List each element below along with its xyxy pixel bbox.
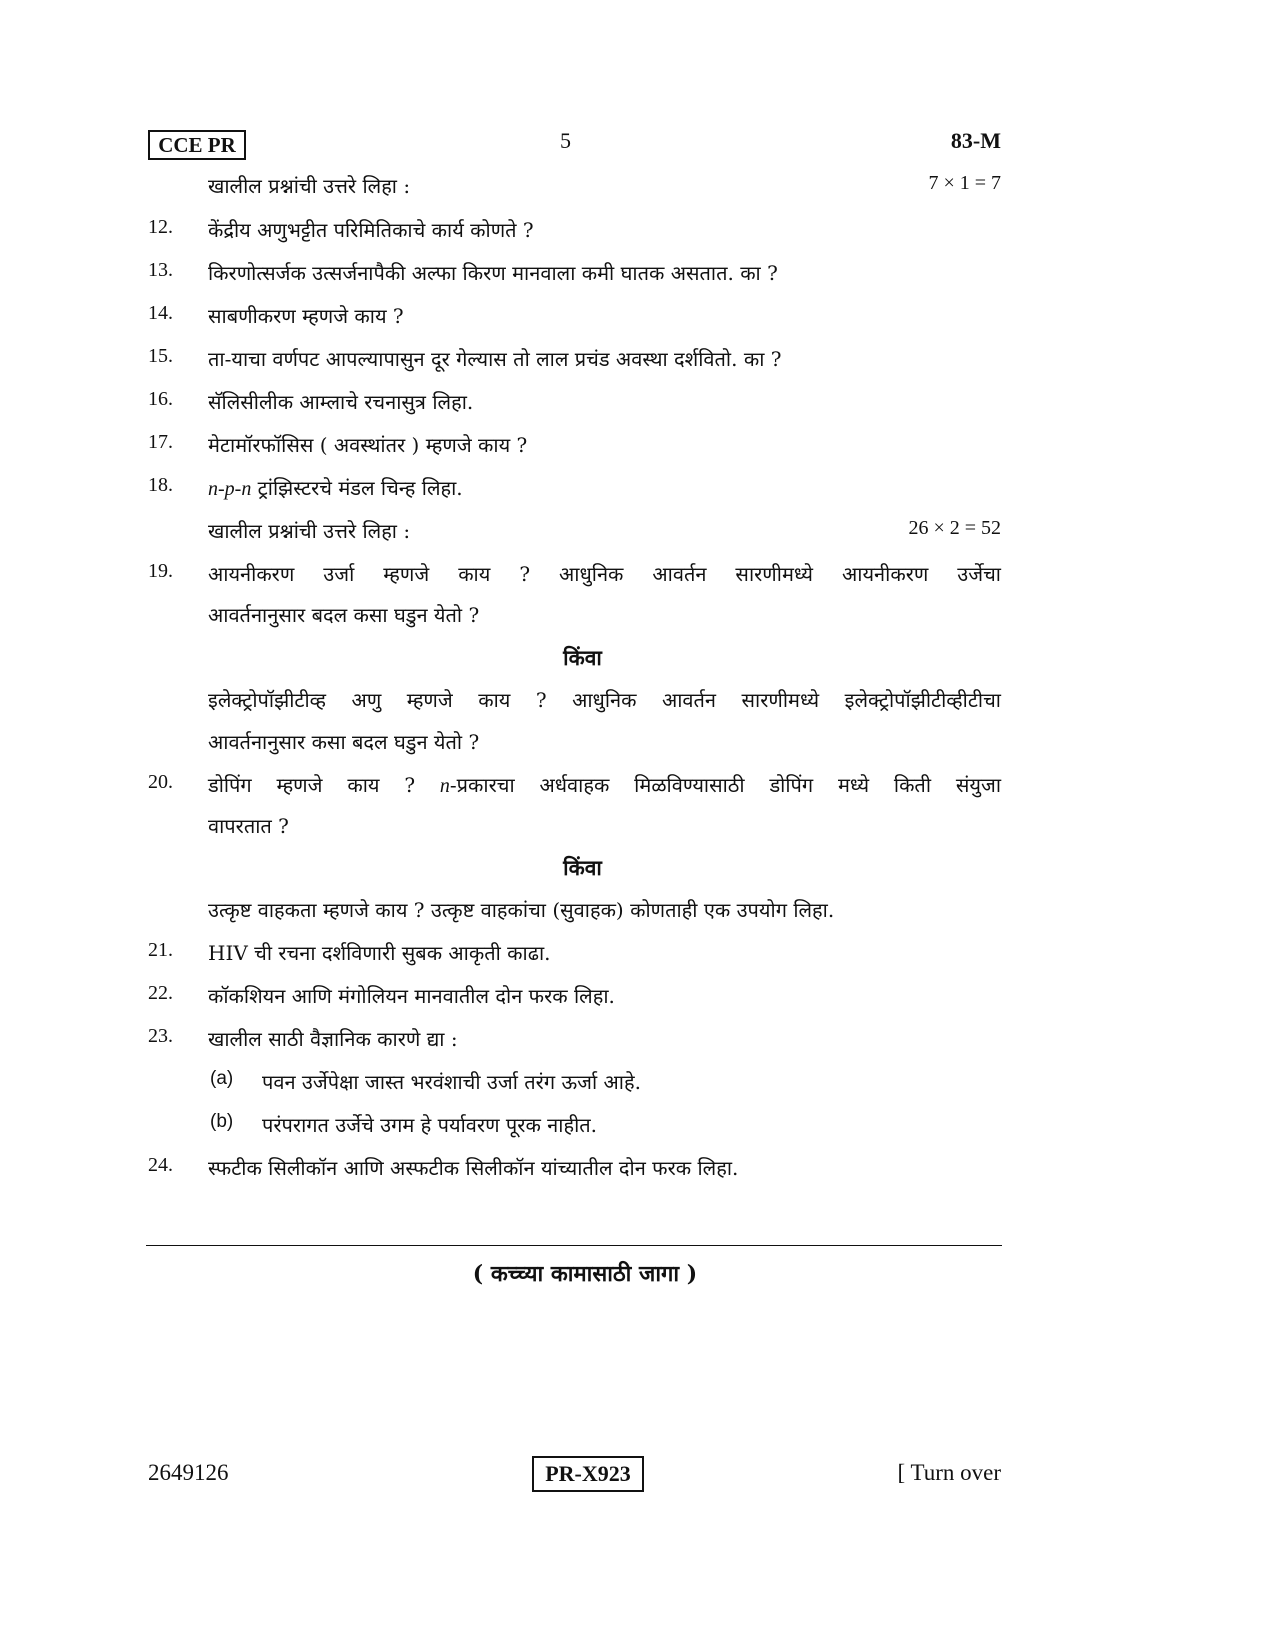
question-text: सॅलिसीलीक आम्लाचे रचनासुत्र लिहा. bbox=[208, 390, 474, 414]
question-20 bbox=[0, 771, 1275, 815]
footer-code-box bbox=[532, 1456, 644, 1492]
question-text: ता-याचा वर्णपट आपल्यापासुन दूर गेल्यास तो लाल प्रचंड अवस्था दर्शवितो. का ? bbox=[208, 347, 782, 371]
question-23-part-b bbox=[0, 1111, 1275, 1155]
question-text: आवर्तनानुसार बदल कसा घडुन येतो ? bbox=[208, 603, 480, 627]
paper-code: 83-M bbox=[950, 128, 1001, 153]
question-number: 24. bbox=[148, 1154, 173, 1176]
question-19-alt-line2 bbox=[0, 728, 1275, 772]
question-number: 16. bbox=[148, 388, 173, 410]
question-text: आयनीकरण उर्जा म्हणजे काय ? आधुनिक आवर्तन सारणीमध्ये आयनीकरण उर्जेचा bbox=[208, 562, 1001, 586]
question-number: 18. bbox=[148, 474, 173, 496]
question-text: उत्कृष्ट वाहकता म्हणजे काय ? उत्कृष्ट वाहकांचा (सुवाहक) कोणताही एक उपयोग लिहा. bbox=[208, 898, 835, 922]
question-text: मेटामॉरफॉसिस ( अवस्थांतर ) म्हणजे काय ? bbox=[208, 433, 528, 457]
question-23 bbox=[0, 1025, 1275, 1069]
section1-instruction: खालील प्रश्नांची उत्तरे लिहा : bbox=[208, 174, 411, 198]
question-17 bbox=[0, 431, 1275, 475]
npn-italic: n-p-n bbox=[208, 478, 252, 500]
question-number: 14. bbox=[148, 302, 173, 324]
question-text-rest: ट्रांझिस्टरचे मंडल चिन्ह लिहा. bbox=[251, 476, 463, 500]
question-text: कॉकशियन आणि मंगोलियन मानवातील दोन फरक लिहा. bbox=[208, 984, 615, 1008]
question-number: 12. bbox=[148, 216, 173, 238]
section2-instruction: खालील प्रश्नांची उत्तरे लिहा : bbox=[208, 519, 411, 543]
question-number: 20. bbox=[148, 771, 173, 793]
question-text: आवर्तनानुसार कसा बदल घडुन येतो ? bbox=[208, 730, 480, 754]
question-19 bbox=[0, 560, 1275, 604]
n-italic: n bbox=[439, 775, 450, 797]
question-15 bbox=[0, 345, 1275, 389]
question-number: 15. bbox=[148, 345, 173, 367]
or-label: किंवा bbox=[563, 855, 602, 880]
question-24 bbox=[0, 1154, 1275, 1198]
question-number: 19. bbox=[148, 560, 173, 582]
question-text: इलेक्ट्रोपॉझीटीव्ह अणु म्हणजे काय ? आधुनिक आवर्तन सारणीमध्ये इलेक्ट्रोपॉझीटीव्हीटीचा bbox=[208, 688, 1001, 712]
question-number: 21. bbox=[148, 939, 173, 961]
question-21 bbox=[0, 939, 1275, 983]
question-text: केंद्रीय अणुभट्टीत परिमितिकाचे कार्य कोणते ? bbox=[208, 218, 534, 242]
question-text bbox=[208, 771, 1001, 798]
question-14 bbox=[0, 302, 1275, 346]
question-number: 17. bbox=[148, 431, 173, 453]
section2-marks: 26 × 2 = 52 bbox=[908, 517, 1001, 539]
or-label: किंवा bbox=[563, 645, 602, 670]
question-20-line2 bbox=[0, 812, 1275, 856]
question-text: साबणीकरण म्हणजे काय ? bbox=[208, 304, 404, 328]
q20-part-b: -प्रकारचा अर्धवाहक मिळविण्यासाठी डोपिंग मध्ये किती संयुजा bbox=[449, 773, 1001, 797]
question-19-alt bbox=[0, 686, 1275, 730]
question-number: 13. bbox=[148, 259, 173, 281]
section1-instruction-row bbox=[0, 172, 1275, 216]
footer-code: PR-X923 bbox=[545, 1461, 631, 1486]
section2-instruction-row bbox=[0, 517, 1275, 561]
question-20-alt bbox=[0, 896, 1275, 940]
sub-part-label: (a) bbox=[210, 1068, 234, 1089]
question-19-line2 bbox=[0, 601, 1275, 645]
question-number: 23. bbox=[148, 1025, 173, 1047]
question-text: खालील साठी वैज्ञानिक कारणे द्या : bbox=[208, 1027, 458, 1051]
divider bbox=[146, 1245, 1002, 1246]
turn-over-label: [ Turn over bbox=[897, 1460, 1001, 1485]
series-code: CCE PR bbox=[158, 132, 236, 157]
question-18 bbox=[0, 474, 1275, 518]
question-12 bbox=[0, 216, 1275, 260]
question-23-part-a bbox=[0, 1068, 1275, 1112]
question-text: किरणोत्सर्जक उत्सर्जनापैकी अल्फा किरण मानवाला कमी घातक असतात. का ? bbox=[208, 261, 778, 285]
question-text bbox=[208, 474, 463, 501]
sub-part-text: पवन उर्जेपेक्षा जास्त भरवंशाची उर्जा तरंग ऊर्जा आहे. bbox=[262, 1070, 641, 1094]
question-text: वापरतात ? bbox=[208, 814, 289, 838]
page-number: 5 bbox=[560, 128, 571, 153]
series-code-box bbox=[148, 130, 246, 160]
q20-part-a: डोपिंग म्हणजे काय ? bbox=[208, 773, 440, 797]
question-16 bbox=[0, 388, 1275, 432]
question-text: HIV ची रचना दर्शविणारी सुबक आकृती काढा. bbox=[208, 941, 551, 965]
sub-part-label: (b) bbox=[210, 1111, 234, 1132]
sub-part-text: परंपरागत उर्जेचे उगम हे पर्यावरण पूरक नाहीत. bbox=[262, 1113, 598, 1137]
question-text: स्फटीक सिलीकॉन आणि अस्फटीक सिलीकॉन यांच्यातील दोन फरक लिहा. bbox=[208, 1156, 739, 1180]
rough-work-label: ( कच्च्या कामासाठी जागा ) bbox=[472, 1261, 698, 1287]
question-number: 22. bbox=[148, 982, 173, 1004]
question-13 bbox=[0, 259, 1275, 303]
footer-serial: 2649126 bbox=[148, 1460, 229, 1485]
section1-marks: 7 × 1 = 7 bbox=[928, 172, 1001, 194]
question-22 bbox=[0, 982, 1275, 1026]
